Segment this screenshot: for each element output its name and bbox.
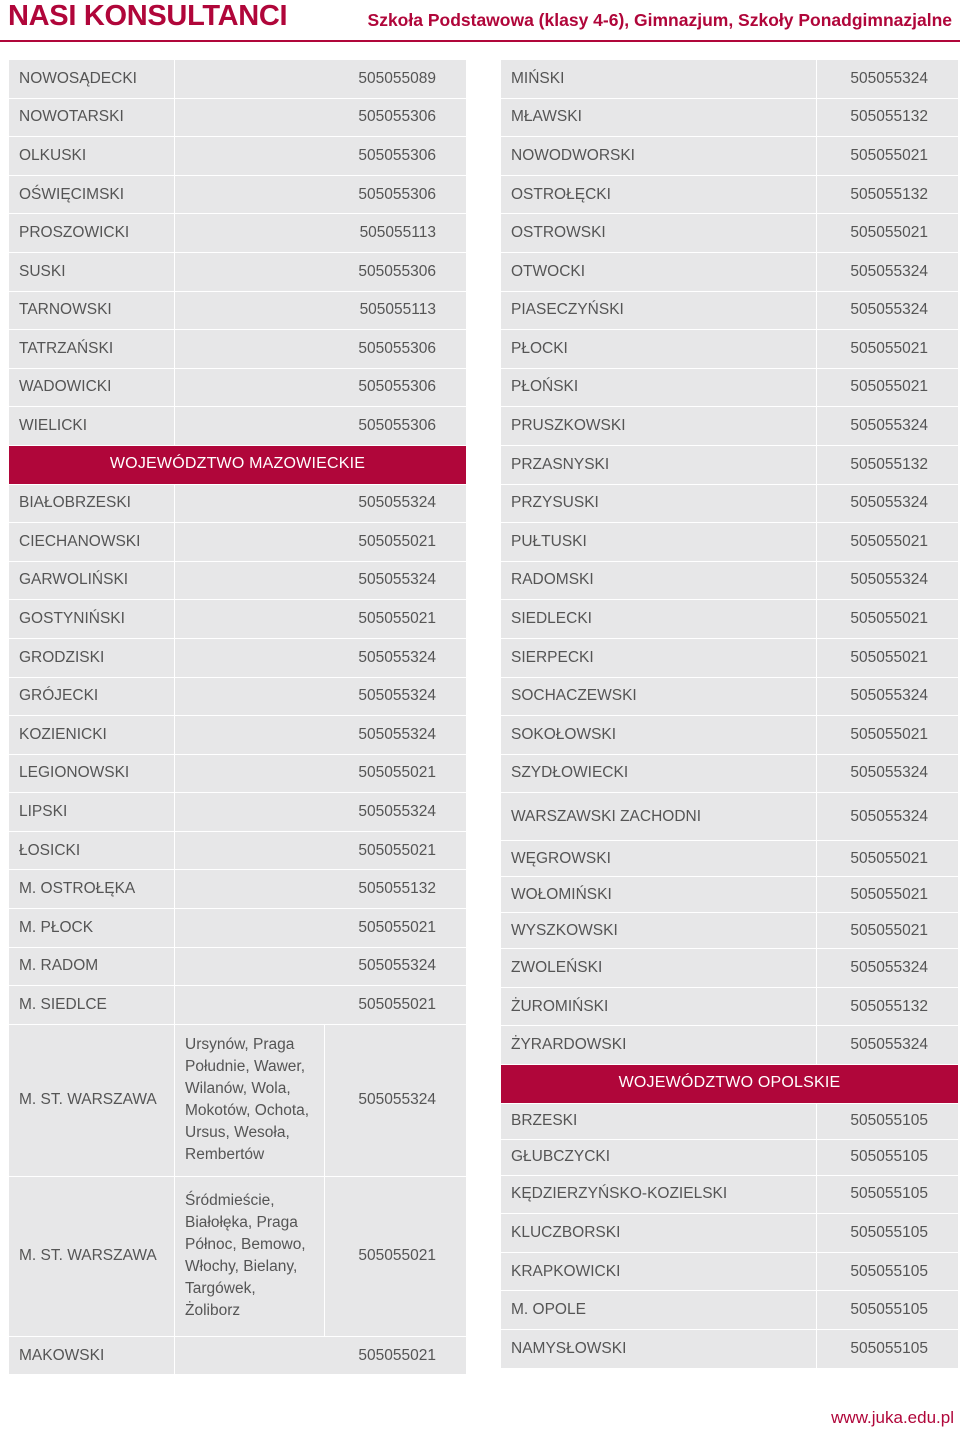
table-row [501, 754, 959, 793]
county-name: PUŁTUSKI [501, 523, 817, 562]
phone-number: 505055021 [175, 986, 467, 1025]
district-list: Ursynów, Praga Południe, Wawer, Wilanów, Wola, Mokotów, Ochota, Ursus, Wesoła, Rembertów [175, 1024, 325, 1176]
table-row [9, 1336, 467, 1375]
table-row-warszawa [9, 1176, 467, 1336]
county-name: GRODZISKI [9, 638, 175, 677]
county-name: ŻYRARDOWSKI [501, 1026, 817, 1065]
county-name: GRÓJECKI [9, 677, 175, 716]
table-row [9, 60, 467, 99]
county-name: SIEDLECKI [501, 600, 817, 639]
table-row [9, 986, 467, 1025]
phone-number: 505055324 [175, 716, 467, 755]
county-name: NOWOTARSKI [9, 98, 175, 137]
table-row [501, 60, 959, 99]
table-row [501, 407, 959, 446]
page-title: NASI KONSULTANCI [8, 0, 288, 32]
phone-number: 505055132 [817, 98, 959, 137]
table-row [9, 484, 467, 523]
county-name: TATRZAŃSKI [9, 330, 175, 369]
table-row [501, 1175, 959, 1214]
county-name: KĘDZIERZYŃSKO-KOZIELSKI [501, 1175, 817, 1214]
county-name: SOKOŁOWSKI [501, 716, 817, 755]
county-name: RADOMSKI [501, 561, 817, 600]
phone-number: 505055021 [175, 523, 467, 562]
table-row [501, 949, 959, 988]
phone-number: 505055324 [175, 561, 467, 600]
table-row [9, 98, 467, 137]
district-list: Śródmieście, Białołęka, Praga Północ, Bemowo, Włochy, Bielany, Targówek, Żoliborz [175, 1176, 325, 1336]
phone-number: 505055105 [817, 1214, 959, 1253]
phone-number: 505055021 [325, 1176, 467, 1336]
county-name: WIELICKI [9, 407, 175, 446]
phone-number: 505055021 [817, 877, 959, 913]
county-name: ZWOLEŃSKI [501, 949, 817, 988]
page-header [0, 0, 960, 44]
phone-number: 505055105 [817, 1252, 959, 1291]
phone-number: 505055306 [175, 98, 467, 137]
phone-number: 505055324 [817, 677, 959, 716]
phone-number: 505055324 [175, 638, 467, 677]
county-name: LIPSKI [9, 793, 175, 832]
county-name: NAMYSŁOWSKI [501, 1330, 817, 1369]
county-name: PRZASNYSKI [501, 445, 817, 484]
county-name: M. ST. WARSZAWA [9, 1024, 175, 1176]
table-row-warszawa [9, 1024, 467, 1176]
table-row [501, 523, 959, 562]
phone-number: 505055113 [175, 214, 467, 253]
phone-number: 505055306 [175, 407, 467, 446]
phone-number: 505055306 [175, 330, 467, 369]
county-name: PIASECZYŃSKI [501, 291, 817, 330]
footer-url: www.juka.edu.pl [831, 1408, 954, 1427]
table-row [9, 330, 467, 369]
phone-number: 505055089 [175, 60, 467, 99]
phone-number: 505055306 [175, 175, 467, 214]
county-name: TARNOWSKI [9, 291, 175, 330]
phone-number: 505055021 [817, 523, 959, 562]
county-name: M. PŁOCK [9, 909, 175, 948]
phone-number: 505055324 [817, 793, 959, 841]
phone-number: 505055132 [175, 870, 467, 909]
table-row [9, 561, 467, 600]
table-row [501, 98, 959, 137]
phone-number: 505055324 [817, 561, 959, 600]
phone-number: 505055324 [325, 1024, 467, 1176]
table-row [501, 877, 959, 913]
table-row [501, 1291, 959, 1330]
phone-number: 505055021 [817, 913, 959, 949]
phone-number: 505055306 [175, 252, 467, 291]
phone-number: 505055113 [175, 291, 467, 330]
county-name: GŁUBCZYCKI [501, 1139, 817, 1175]
phone-number: 505055324 [175, 484, 467, 523]
phone-number: 505055021 [817, 137, 959, 176]
county-name: ŻUROMIŃSKI [501, 987, 817, 1026]
county-name: WĘGROWSKI [501, 841, 817, 877]
county-name: MIŃSKI [501, 60, 817, 99]
left-consultant-table [8, 59, 467, 1375]
county-name: MAKOWSKI [9, 1336, 175, 1375]
section-header-mazowieckie: WOJEWÓDZTWO MAZOWIECKIE [9, 445, 467, 484]
section-header-row [9, 445, 467, 484]
county-name: OŚWIĘCIMSKI [9, 175, 175, 214]
phone-number: 505055324 [175, 793, 467, 832]
phone-number: 505055324 [817, 407, 959, 446]
phone-number: 505055324 [817, 949, 959, 988]
phone-number: 505055324 [175, 677, 467, 716]
county-name: GARWOLIŃSKI [9, 561, 175, 600]
county-name: WADOWICKI [9, 368, 175, 407]
table-row [501, 841, 959, 877]
table-row [501, 368, 959, 407]
table-row [9, 793, 467, 832]
table-row [9, 754, 467, 793]
table-row [9, 214, 467, 253]
county-name: NOWODWORSKI [501, 137, 817, 176]
table-row [9, 137, 467, 176]
right-consultant-table [500, 59, 959, 1369]
phone-number: 505055306 [175, 368, 467, 407]
county-name: M. SIEDLCE [9, 986, 175, 1025]
county-name: SIERPECKI [501, 638, 817, 677]
phone-number: 505055306 [175, 137, 467, 176]
phone-number: 505055021 [175, 1336, 467, 1375]
phone-number: 505055324 [817, 60, 959, 99]
phone-number: 505055324 [175, 947, 467, 986]
table-row [9, 947, 467, 986]
table-row [501, 561, 959, 600]
phone-number: 505055021 [817, 600, 959, 639]
table-row [501, 330, 959, 369]
phone-number: 505055324 [817, 484, 959, 523]
header-divider [0, 40, 960, 42]
table-row [501, 716, 959, 755]
county-name: PŁOŃSKI [501, 368, 817, 407]
table-row [9, 252, 467, 291]
table-row [501, 1139, 959, 1175]
phone-number: 505055324 [817, 252, 959, 291]
county-name: PRUSZKOWSKI [501, 407, 817, 446]
table-row [9, 600, 467, 639]
phone-number: 505055021 [175, 600, 467, 639]
phone-number: 505055021 [175, 754, 467, 793]
phone-number: 505055324 [817, 754, 959, 793]
phone-number: 505055105 [817, 1139, 959, 1175]
table-row [501, 214, 959, 253]
table-row [9, 175, 467, 214]
table-row [501, 1026, 959, 1065]
table-row [501, 445, 959, 484]
table-row [501, 677, 959, 716]
county-name: M. OPOLE [501, 1291, 817, 1330]
phone-number: 505055105 [817, 1291, 959, 1330]
county-name: WARSZAWSKI ZACHODNI [501, 793, 817, 841]
phone-number: 505055021 [817, 841, 959, 877]
county-name: OLKUSKI [9, 137, 175, 176]
county-name: ŁOSICKI [9, 831, 175, 870]
page-subtitle: Szkoła Podstawowa (klasy 4-6), Gimnazjum, Szkoły Ponadgimnazjalne [367, 10, 952, 30]
county-name: OTWOCKI [501, 252, 817, 291]
county-name: M. ST. WARSZAWA [9, 1176, 175, 1336]
table-row [501, 137, 959, 176]
table-row [9, 291, 467, 330]
county-name: M. RADOM [9, 947, 175, 986]
table-row [501, 484, 959, 523]
table-row [9, 831, 467, 870]
phone-number: 505055132 [817, 987, 959, 1026]
county-name: SUSKI [9, 252, 175, 291]
table-row [9, 716, 467, 755]
phone-number: 505055021 [817, 214, 959, 253]
phone-number: 505055324 [817, 291, 959, 330]
phone-number: 505055021 [817, 330, 959, 369]
table-row [501, 175, 959, 214]
county-name: BIAŁOBRZESKI [9, 484, 175, 523]
phone-number: 505055105 [817, 1175, 959, 1214]
county-name: SZYDŁOWIECKI [501, 754, 817, 793]
county-name: PROSZOWICKI [9, 214, 175, 253]
table-row [9, 638, 467, 677]
table-row [501, 291, 959, 330]
county-name: OSTROŁĘCKI [501, 175, 817, 214]
section-header-row [501, 1065, 959, 1104]
phone-number: 505055132 [817, 175, 959, 214]
county-name: KRAPKOWICKI [501, 1252, 817, 1291]
table-row [501, 1214, 959, 1253]
county-name: SOCHACZEWSKI [501, 677, 817, 716]
county-name: WYSZKOWSKI [501, 913, 817, 949]
table-row [9, 677, 467, 716]
phone-number: 505055021 [817, 368, 959, 407]
table-row [9, 407, 467, 446]
table-row [501, 1252, 959, 1291]
county-name: CIECHANOWSKI [9, 523, 175, 562]
table-row [501, 638, 959, 677]
section-header-opolskie: WOJEWÓDZTWO OPOLSKIE [501, 1065, 959, 1104]
table-row [9, 909, 467, 948]
county-name: BRZESKI [501, 1103, 817, 1139]
county-name: PŁOCKI [501, 330, 817, 369]
table-row [501, 600, 959, 639]
phone-number: 505055021 [175, 909, 467, 948]
table-row [501, 252, 959, 291]
county-name: MŁAWSKI [501, 98, 817, 137]
table-row [9, 368, 467, 407]
phone-number: 505055021 [817, 638, 959, 677]
county-name: PRZYSUSKI [501, 484, 817, 523]
table-row [9, 523, 467, 562]
county-name: LEGIONOWSKI [9, 754, 175, 793]
table-row [501, 987, 959, 1026]
table-row [501, 1103, 959, 1139]
county-name: OSTROWSKI [501, 214, 817, 253]
county-name: WOŁOMIŃSKI [501, 877, 817, 913]
phone-number: 505055021 [175, 831, 467, 870]
county-name: GOSTYNIŃSKI [9, 600, 175, 639]
phone-number: 505055132 [817, 445, 959, 484]
table-row [501, 793, 959, 841]
county-name: KOZIENICKI [9, 716, 175, 755]
phone-number: 505055105 [817, 1103, 959, 1139]
table-row [9, 870, 467, 909]
county-name: M. OSTROŁĘKA [9, 870, 175, 909]
county-name: KLUCZBORSKI [501, 1214, 817, 1253]
county-name: NOWOSĄDECKI [9, 60, 175, 99]
table-row [501, 913, 959, 949]
phone-number: 505055105 [817, 1330, 959, 1369]
phone-number: 505055021 [817, 716, 959, 755]
phone-number: 505055324 [817, 1026, 959, 1065]
table-row [501, 1330, 959, 1369]
